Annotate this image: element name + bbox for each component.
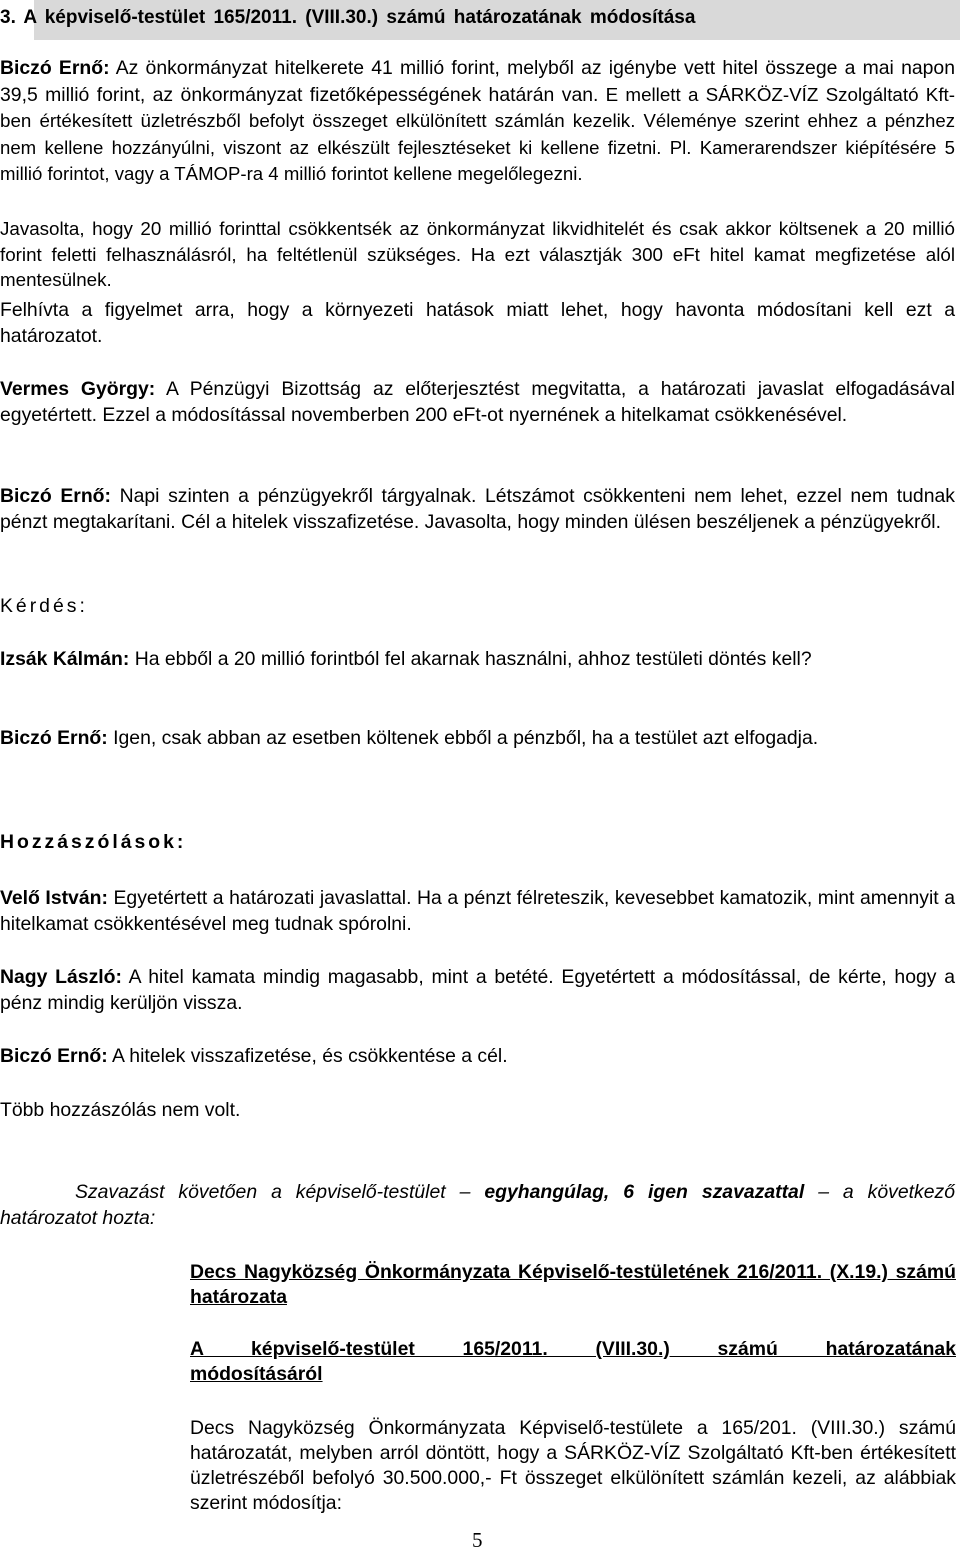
paragraph-text: A hitelek visszafizetése, és csökkentése a cél. bbox=[107, 1045, 508, 1067]
vote-statement bbox=[0, 1180, 955, 1231]
speaker-name: Velő István: bbox=[0, 887, 108, 909]
paragraph-izsak bbox=[0, 647, 955, 673]
paragraph-text: A Pénzügyi Bizottság az előterjesztést megvitatta, a határozati javaslat elfogadásával egyetértett. Ezzel a módosítással novemberben 200 eFt-ot nyernének a hitelkamat csökkenésével. bbox=[0, 378, 955, 426]
paragraph-biczo-3 bbox=[0, 726, 955, 752]
comments-heading: Hozzászólások: bbox=[0, 831, 187, 853]
paragraph-velo bbox=[0, 886, 955, 937]
resolution-title: Decs Nagyközség Önkormányzata Képviselő-testületének 216/2011. (X.19.) számú határozata bbox=[190, 1261, 956, 1308]
paragraph-text: Igen, csak abban az esetben költenek ebből a pénzből, ha a testület azt elfogadja. bbox=[107, 727, 819, 749]
speaker-name: Biczó Ernő: bbox=[0, 57, 110, 79]
paragraph-nagy bbox=[0, 965, 955, 1016]
resolution-body: Decs Nagyközség Önkormányzata Képviselő-testülete a 165/201. (VIII.30.) számú határozatát, melyben arról döntött, hogy a SÁRKÖZ-VÍZ Szolgáltató Kft-ben értékesített üzletrészéből befolyó 30.500.000,- Ft összeget elkülönített számlán kezeli, az alábbiak szerint módosítja: bbox=[190, 1417, 956, 1514]
paragraph-text: Ha ebből a 20 millió forintból fel akarnak használni, ahhoz testületi döntés kell? bbox=[129, 648, 812, 670]
paragraph-biczo-1 bbox=[0, 56, 955, 188]
speaker-name: Biczó Ernő: bbox=[0, 1045, 108, 1067]
paragraph-text: Az önkormányzat hitelkerete 41 millió forint, melyből az igénybe vett hitel összege a mai napon 39,5 millió forint, az önkormányzat fizetőképességének határán van. bbox=[0, 57, 955, 106]
speaker-name: Biczó Ernő: bbox=[0, 485, 111, 507]
paragraph-biczo-4 bbox=[0, 1044, 955, 1070]
paragraph-closing: Több hozzászólás nem volt. bbox=[0, 1099, 241, 1121]
vote-text: Szavazást követően a képviselő-testület – bbox=[75, 1181, 485, 1203]
paragraph-text: Véleménye szerint ehhez a pénzhez nem kellene hozzányúlni, viszont az elkészült fejlesztéseket ki kellene fizetni. bbox=[0, 110, 956, 158]
paragraph-proposal: Javasolta, hogy 20 millió forinttal csökkentsék az önkormányzat likvidhitelét és csak akkor költsenek a 20 millió forint feletti felhasználásról, ha feltétlenül szükséges. Ha ezt választják 300 eFt hitel kamat megfizetése alól mentesülnek. bbox=[0, 218, 955, 290]
speaker-name: Biczó Ernő: bbox=[0, 727, 108, 749]
paragraph-vermes bbox=[0, 377, 955, 428]
speaker-name: Vermes György: bbox=[0, 378, 156, 400]
paragraph-notice: Felhívta a figyelmet arra, hogy a környezeti hatások miatt lehet, hogy havonta módosítani kell ezt a határozatot. bbox=[0, 299, 955, 347]
paragraph-text: Pl. bbox=[661, 136, 692, 158]
section-heading-bar bbox=[0, 0, 960, 40]
paragraph-text: A hitel kamata mindig magasabb, mint a betété. Egyetértett a módosítással, de kérte, hogy a pénz mindig kerüljön vissza. bbox=[0, 966, 955, 1014]
speaker-name: Nagy László: bbox=[0, 966, 122, 988]
resolution-subject: A képviselő-testület 165/2011. (VIII.30.) számú határozatának módosításáról bbox=[190, 1338, 956, 1385]
page-number: 5 bbox=[472, 1528, 483, 1552]
section-heading: 3. A képviselő-testület 165/2011. (VIII.30.) számú határozatának módosítása bbox=[0, 7, 696, 28]
speaker-name: Izsák Kálmán: bbox=[0, 648, 130, 670]
paragraph-text: E mellett a SÁRKÖZ-VÍZ Szolgáltató Kft-ben értékesített üzletrészből befolyt összeget elkülönített számlán kezelik. bbox=[0, 83, 956, 131]
paragraph-text: Egyetértett a határozati javaslattal. Ha a pénzt félreteszik, kevesebbet kamatozik, mint amennyit a hitelkamat csökkentésével meg tudnak spórolni. bbox=[0, 887, 956, 935]
vote-result: egyhangúlag, 6 igen szavazattal bbox=[484, 1181, 805, 1203]
paragraph-text: Napi szinten a pénzügyekről tárgyalnak. Létszámot csökkenteni nem lehet, ezzel nem tudnak pénzt megtakarítani. Cél a hitelek visszafizetése. Javasolta, hogy minden ülésen beszéljenek a pénzügyekről. bbox=[0, 485, 955, 533]
vote-text: – a következő határozatot hozta: bbox=[0, 1181, 955, 1229]
paragraph-text: Kamerarendszer kiépítésére 5 millió forintot, vagy a TÁMOP-ra 4 millió forintot kellene megelőlegezni. bbox=[0, 136, 955, 184]
questions-heading: Kérdés: bbox=[0, 595, 88, 617]
paragraph-biczo-2 bbox=[0, 484, 955, 535]
